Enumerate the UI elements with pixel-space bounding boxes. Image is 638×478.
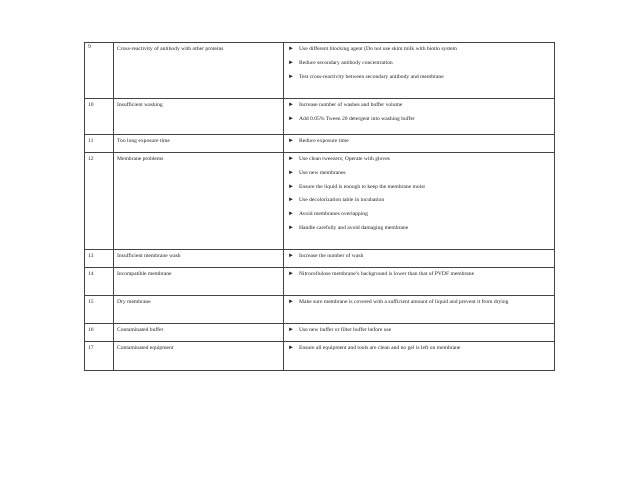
list-item xyxy=(287,197,551,204)
bullet-arrow-icon: ► xyxy=(288,156,294,162)
row-number: 14 xyxy=(88,271,94,277)
bullet-arrow-icon: ► xyxy=(288,299,294,305)
problem-cell xyxy=(114,296,284,324)
solution-cell xyxy=(284,43,555,99)
table-row xyxy=(85,268,555,296)
solution-text: Use different blocking agent (Do not use skim milk with biotin system xyxy=(299,46,457,52)
row-number-cell xyxy=(85,43,114,99)
bullet-arrow-icon: ► xyxy=(288,327,294,333)
table-row xyxy=(85,43,555,99)
table-row xyxy=(85,135,555,153)
problem-text: Insufficient washing xyxy=(117,102,163,108)
problem-text: Contaminated equipment xyxy=(117,345,174,351)
bullet-arrow-icon: ► xyxy=(288,73,294,80)
solution-text: Reduce secondary antibody concentration xyxy=(299,59,393,66)
list-item xyxy=(287,211,551,218)
solution-list xyxy=(287,299,551,306)
row-number: 11 xyxy=(88,138,94,144)
solution-text: Ensure the liquid is enough to keep the membrane moist xyxy=(299,183,425,190)
bullet-arrow-icon: ► xyxy=(288,211,294,218)
table-row xyxy=(85,342,555,371)
bullet-arrow-icon: ► xyxy=(288,224,294,231)
row-number-cell xyxy=(85,324,114,342)
problem-cell xyxy=(114,250,284,268)
problem-text: Contaminated buffer xyxy=(117,327,164,333)
bullet-arrow-icon: ► xyxy=(288,59,294,66)
problem-text: Too long exposure time xyxy=(117,138,170,144)
list-item xyxy=(287,345,551,352)
solution-text: Use decolorization table in incubation xyxy=(299,197,385,204)
solution-text: Reduce exposure time xyxy=(299,138,349,144)
list-item xyxy=(287,102,551,109)
row-number: 17 xyxy=(88,345,94,351)
solution-cell xyxy=(284,153,555,250)
problem-cell xyxy=(114,135,284,153)
row-number-cell xyxy=(85,342,114,371)
table-row xyxy=(85,250,555,268)
problem-cell xyxy=(114,153,284,250)
list-item xyxy=(287,225,551,232)
list-item xyxy=(287,184,551,191)
list-item xyxy=(287,253,551,260)
problem-text: Cross-reactivity of antibody with other proteins xyxy=(117,46,224,52)
bullet-arrow-icon: ► xyxy=(288,197,294,204)
row-number: 16 xyxy=(88,327,94,333)
solution-cell xyxy=(284,296,555,324)
table-row xyxy=(85,153,555,250)
bullet-arrow-icon: ► xyxy=(288,345,294,351)
row-number-cell xyxy=(85,296,114,324)
list-item xyxy=(287,74,551,81)
solution-list xyxy=(287,327,551,334)
solution-cell xyxy=(284,250,555,268)
table-row xyxy=(85,324,555,342)
list-item xyxy=(287,170,551,177)
row-number-cell xyxy=(85,268,114,296)
bullet-arrow-icon: ► xyxy=(288,169,294,176)
solution-text: Increase number of washes and buffer volume xyxy=(299,102,403,108)
solution-text: Use new buffer or filter buffer before use xyxy=(299,327,392,333)
solution-text: Ensure all equipment and tools are clean and no gel is left on membrane xyxy=(299,345,461,351)
solution-list xyxy=(287,138,551,145)
solution-list xyxy=(287,102,551,123)
row-number-cell xyxy=(85,99,114,135)
bullet-arrow-icon: ► xyxy=(288,183,294,190)
row-number: 12 xyxy=(88,156,94,162)
problem-cell xyxy=(114,324,284,342)
solution-list xyxy=(287,271,551,278)
solution-text: Avoid membranes overlapping xyxy=(299,211,368,218)
bullet-arrow-icon: ► xyxy=(288,46,294,52)
solution-cell xyxy=(284,324,555,342)
solution-cell xyxy=(284,268,555,296)
table-row xyxy=(85,296,555,324)
list-item xyxy=(287,271,551,278)
row-number: 13 xyxy=(88,253,94,259)
row-number-cell xyxy=(85,153,114,250)
row-number-cell xyxy=(85,135,114,153)
table-row xyxy=(85,99,555,135)
solution-cell xyxy=(284,99,555,135)
solution-text: Make sure membrane is covered with a sufficient amount of liquid and prevent it from drying xyxy=(299,299,509,305)
troubleshooting-table xyxy=(84,42,555,371)
solution-text: Add 0.05% Tween 20 detergent into washing buffer xyxy=(299,115,415,122)
problem-text: Incompatible membrane xyxy=(117,271,172,277)
solution-text: Increase the number of wash xyxy=(299,253,364,259)
list-item xyxy=(287,327,551,334)
list-item xyxy=(287,138,551,145)
problem-cell xyxy=(114,268,284,296)
solution-text: Nitrocellulose membrane’s background is lower than that of PVDF membrane xyxy=(299,271,475,277)
problem-cell xyxy=(114,43,284,99)
problem-cell xyxy=(114,99,284,135)
solution-list xyxy=(287,345,551,352)
list-item xyxy=(287,116,551,123)
problem-cell xyxy=(114,342,284,371)
solution-text: Use new membranes xyxy=(299,169,346,176)
row-number: 15 xyxy=(88,299,94,305)
row-number: 10 xyxy=(88,102,94,108)
list-item xyxy=(287,46,551,53)
list-item xyxy=(287,299,551,306)
solution-text: Test cross-reactivity between secondary antibody and membrane xyxy=(299,73,444,80)
bullet-arrow-icon: ► xyxy=(288,138,294,144)
solution-list xyxy=(287,46,551,80)
bullet-arrow-icon: ► xyxy=(288,271,294,277)
row-number-cell xyxy=(85,250,114,268)
list-item xyxy=(287,156,551,163)
problem-text: Insufficient membrane wash xyxy=(117,253,181,259)
problem-text: Dry membrane xyxy=(117,299,151,305)
bullet-arrow-icon: ► xyxy=(288,253,294,259)
list-item xyxy=(287,60,551,67)
row-number: 9 xyxy=(88,44,91,50)
solution-cell xyxy=(284,342,555,371)
solution-cell xyxy=(284,135,555,153)
solution-list xyxy=(287,253,551,260)
bullet-arrow-icon: ► xyxy=(288,115,294,122)
solution-list xyxy=(287,156,551,232)
solution-text: Use clean tweezers; Operate with gloves xyxy=(299,156,390,162)
solution-text: Handle carefully and avoid damaging membrane xyxy=(299,224,409,231)
bullet-arrow-icon: ► xyxy=(288,102,294,108)
problem-text: Membrane problems xyxy=(117,156,164,162)
